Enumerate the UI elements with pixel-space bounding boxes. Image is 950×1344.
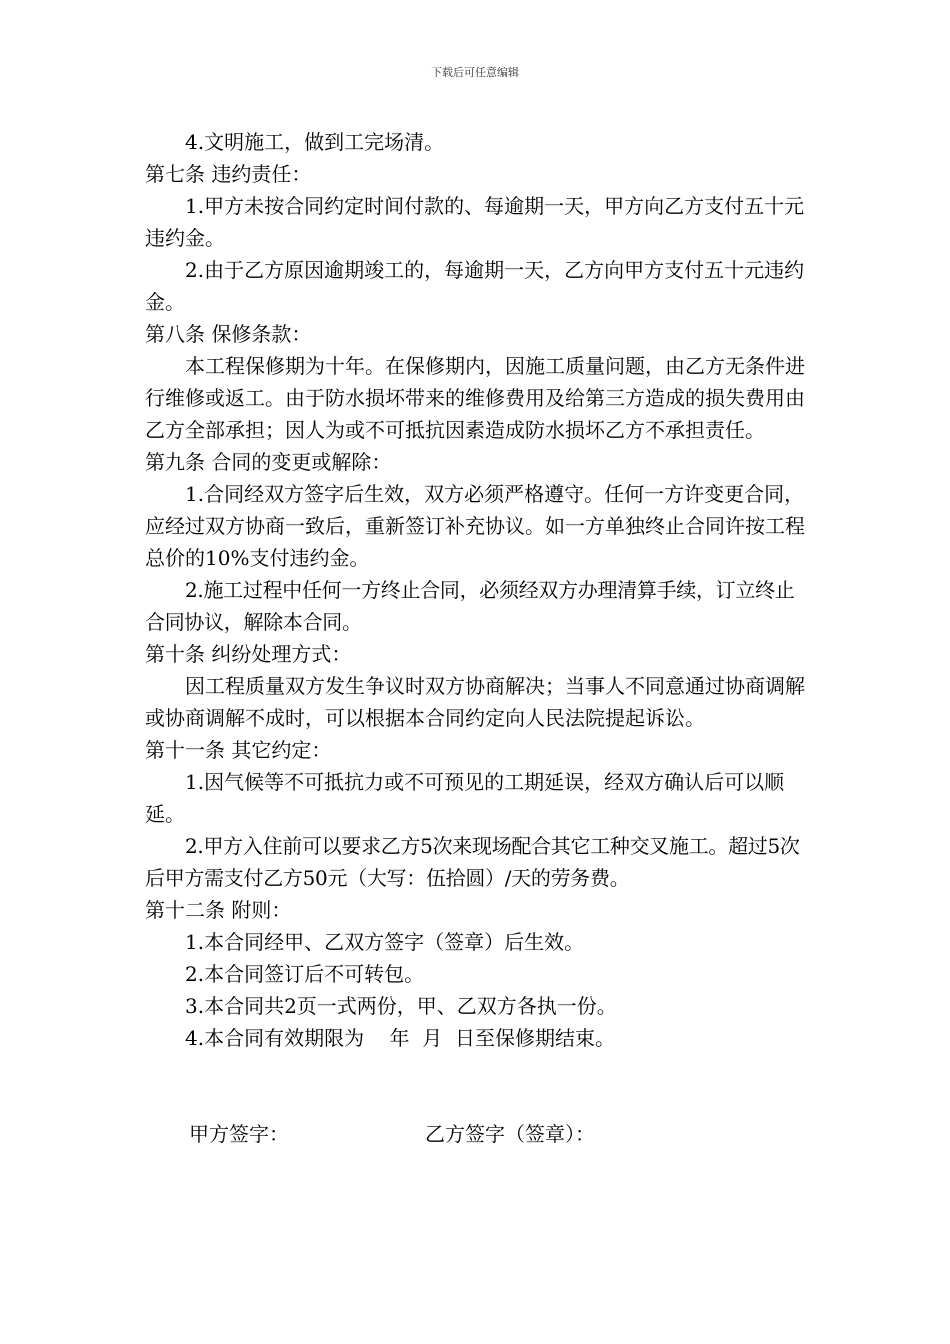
clause-item: 本工程保修期为十年。在保修期内，因施工质量问题，由乙方无条件进行维修或返工。由于防水损坏带来的维修费用及给第三方造成的损失费用由乙方全部承担；因人为或不可抵抗因素造成防水损坏乙方不承担责任。	[145, 354, 805, 442]
article-heading: 第十一条 其它约定：	[145, 738, 332, 762]
party-a-signature-label: 甲方签字：	[189, 1122, 289, 1146]
article-heading: 第九条 合同的变更或解除：	[145, 450, 392, 474]
signature-block	[145, 1118, 807, 1150]
clause-item: 4.文明施工，做到工完场清。	[185, 130, 445, 154]
clause-item: 4.本合同有效期限为 年 月 日至保修期结束。	[185, 1026, 615, 1050]
clause-item: 2.本合同签订后不可转包。	[185, 962, 425, 986]
article-heading: 第八条 保修条款：	[145, 322, 312, 346]
article-heading: 第十二条 附则：	[145, 898, 292, 922]
spacer	[145, 1054, 807, 1118]
clause-item: 2.施工过程中任何一方终止合同，必须经双方办理清算手续，订立终止合同协议，解除本合同。	[145, 578, 795, 634]
clause-item: 2.由于乙方原因逾期竣工的，每逾期一天，乙方向甲方支付五十元违约金。	[145, 258, 805, 314]
clause-item: 1.甲方未按合同约定时间付款的、每逾期一天，甲方向乙方支付五十元违约金。	[145, 194, 805, 250]
article-heading: 第七条 违约责任：	[145, 162, 312, 186]
page-header: 下载后可任意编辑	[431, 66, 519, 79]
clause-item: 1.合同经双方签字后生效，双方必须严格遵守。任何一方许变更合同，应经过双方协商一致后，重新签订补充协议。如一方单独终止合同许按工程总价的10%支付违约金。	[145, 482, 805, 570]
contract-body	[145, 126, 807, 1150]
clause-item: 1.本合同经甲、乙双方签字（签章）后生效。	[185, 930, 585, 954]
clause-item: 3.本合同共2页一式两份，甲、乙双方各执一份。	[185, 994, 617, 1018]
article-heading: 第十条 纠纷处理方式：	[145, 642, 352, 666]
party-b-signature-label: 乙方签字（签章）：	[425, 1122, 595, 1146]
clause-item: 2.甲方入住前可以要求乙方5次来现场配合其它工种交叉施工。超过5次后甲方需支付乙方50元（大写：伍拾圆）/天的劳务费。	[145, 834, 800, 890]
clause-item: 1.因气候等不可抵抗力或不可预见的工期延误，经双方确认后可以顺延。	[145, 770, 785, 826]
clause-item: 因工程质量双方发生争议时双方协商解决；当事人不同意通过协商调解或协商调解不成时，可以根据本合同约定向人民法院提起诉讼。	[145, 674, 805, 730]
